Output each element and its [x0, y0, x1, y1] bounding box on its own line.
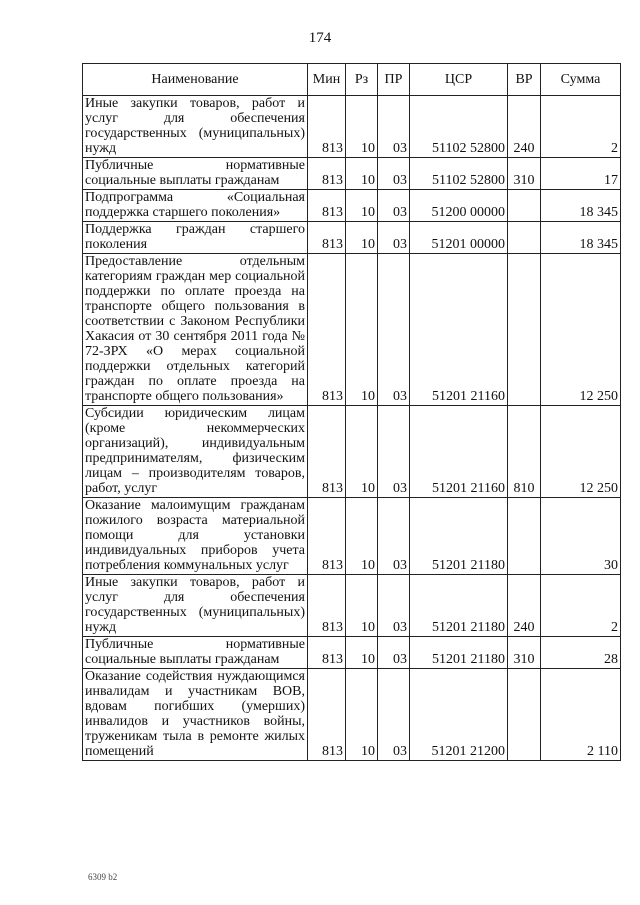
row-rz: 10 [346, 498, 378, 575]
table-row [83, 190, 621, 222]
row-name: Поддержка граждан старшего поколения [83, 222, 308, 254]
header-rz: Рз [346, 64, 378, 96]
row-pr: 03 [378, 498, 410, 575]
row-sum: 28 [541, 637, 621, 669]
row-vr [508, 190, 541, 222]
footer-code: 6309 b2 [88, 872, 118, 882]
row-csr: 51201 21200 [410, 669, 508, 761]
row-vr [508, 669, 541, 761]
table-row [83, 96, 621, 158]
row-rz: 10 [346, 575, 378, 637]
row-sum: 12 250 [541, 406, 621, 498]
row-min: 813 [308, 669, 346, 761]
row-rz: 10 [346, 158, 378, 190]
row-vr [508, 222, 541, 254]
row-rz: 10 [346, 190, 378, 222]
row-vr: 810 [508, 406, 541, 498]
row-name: Публичные нормативные социальные выплаты гражданам [83, 158, 308, 190]
header-vr: ВР [508, 64, 541, 96]
header-min: Мин [308, 64, 346, 96]
table-row [83, 669, 621, 761]
row-name: Подпрограмма «Социальная поддержка старшего поколения» [83, 190, 308, 222]
row-rz: 10 [346, 406, 378, 498]
row-rz: 10 [346, 254, 378, 406]
row-rz: 10 [346, 669, 378, 761]
row-rz: 10 [346, 96, 378, 158]
table-row [83, 254, 621, 406]
table-row [83, 222, 621, 254]
row-rz: 10 [346, 637, 378, 669]
header-name: Наименование [83, 64, 308, 96]
row-csr: 51201 21160 [410, 406, 508, 498]
table-row [83, 637, 621, 669]
row-sum: 2 [541, 575, 621, 637]
row-vr: 310 [508, 637, 541, 669]
budget-table [82, 63, 621, 761]
row-vr: 240 [508, 575, 541, 637]
row-pr: 03 [378, 158, 410, 190]
row-csr: 51200 00000 [410, 190, 508, 222]
header-pr: ПР [378, 64, 410, 96]
page-number: 174 [308, 30, 332, 46]
row-name: Иные закупки товаров, работ и услуг для обеспечения государственных (муниципальных) нужд [83, 96, 308, 158]
row-csr: 51201 21160 [410, 254, 508, 406]
header-csr: ЦСР [410, 64, 508, 96]
table-row [83, 158, 621, 190]
row-sum: 18 345 [541, 190, 621, 222]
row-min: 813 [308, 498, 346, 575]
header-sum: Сумма [541, 64, 621, 96]
row-vr [508, 498, 541, 575]
row-csr: 51201 21180 [410, 575, 508, 637]
row-pr: 03 [378, 669, 410, 761]
row-rz: 10 [346, 222, 378, 254]
row-min: 813 [308, 96, 346, 158]
row-sum: 17 [541, 158, 621, 190]
row-min: 813 [308, 575, 346, 637]
row-csr: 51102 52800 [410, 96, 508, 158]
row-vr: 310 [508, 158, 541, 190]
row-min: 813 [308, 190, 346, 222]
row-min: 813 [308, 254, 346, 406]
row-csr: 51201 21180 [410, 498, 508, 575]
row-pr: 03 [378, 254, 410, 406]
row-csr: 51201 21180 [410, 637, 508, 669]
row-csr: 51201 00000 [410, 222, 508, 254]
table-row [83, 498, 621, 575]
row-pr: 03 [378, 637, 410, 669]
row-min: 813 [308, 406, 346, 498]
row-sum: 30 [541, 498, 621, 575]
row-csr: 51102 52800 [410, 158, 508, 190]
row-sum: 2 110 [541, 669, 621, 761]
row-min: 813 [308, 158, 346, 190]
row-pr: 03 [378, 96, 410, 158]
row-sum: 12 250 [541, 254, 621, 406]
table-row [83, 575, 621, 637]
row-name: Субсидии юридическим лицам (кроме некоммерческих организаций), индивидуальным предпринимателям, физическим лицам – производителям товаров, работ, услуг [83, 406, 308, 498]
row-pr: 03 [378, 190, 410, 222]
row-min: 813 [308, 222, 346, 254]
row-vr [508, 254, 541, 406]
row-sum: 18 345 [541, 222, 621, 254]
row-vr: 240 [508, 96, 541, 158]
row-name: Оказание малоимущим гражданам пожилого возраста материальной помощи для установки индивидуальных приборов учета потребления коммунальных услуг [83, 498, 308, 575]
row-pr: 03 [378, 222, 410, 254]
row-sum: 2 [541, 96, 621, 158]
row-name: Оказание содействия нуждающимся инвалидам и участникам ВОВ, вдовам погибших (умерших) инвалидов и участников войны, труженикам тыла в ремонте жилых помещений [83, 669, 308, 761]
table-row [83, 406, 621, 498]
row-pr: 03 [378, 575, 410, 637]
row-pr: 03 [378, 406, 410, 498]
row-name: Иные закупки товаров, работ и услуг для обеспечения государственных (муниципальных) нужд [83, 575, 308, 637]
row-min: 813 [308, 637, 346, 669]
table-header-row [83, 64, 621, 96]
row-name: Предоставление отдельным категориям граждан мер социальной поддержки по оплате проезда на транспорте общего пользования в соответствии с Законом Республики Хакасия от 30 сентября 2011 года № 72-ЗРХ «О мерах социальной поддержки отдельных категорий граждан по оплате проезда на транспорте общего пользования» [83, 254, 308, 406]
row-name: Публичные нормативные социальные выплаты гражданам [83, 637, 308, 669]
